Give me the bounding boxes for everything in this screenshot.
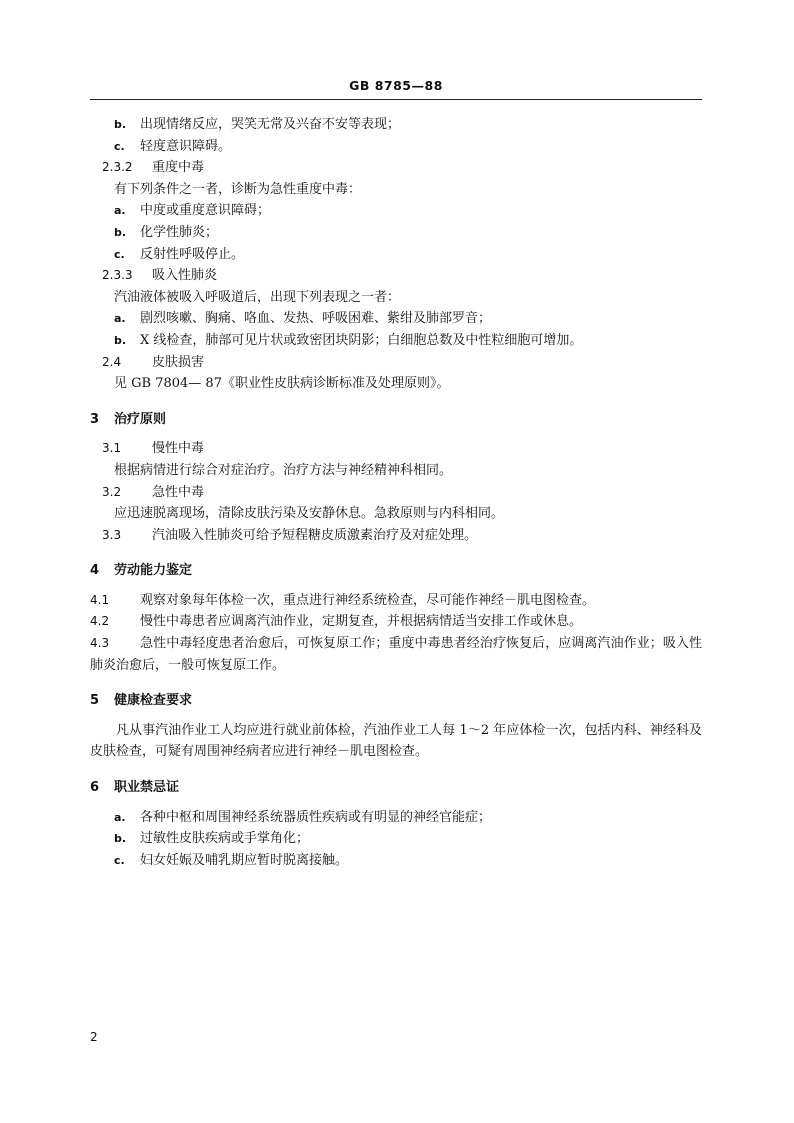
paragraph: 3.3 汽油吸入性肺炎可给予短程糖皮质激素治疗及对症处理。 [102, 527, 478, 543]
list-item: a. 中度或重度意识障碍； [114, 203, 271, 219]
section-heading: 3.1 慢性中毒 [102, 441, 205, 457]
paragraph: 汽油液体被吸入呼吸道后，出现下列表现之一者： [114, 289, 401, 305]
paragraph: 凡从事汽油作业工人均应进行就业前体检，汽油作业工人每 1～2 年应体检一次，包括内科、神经科及皮肤检查，可疑有周围神经病者应进行神经－肌电图检查。 [90, 722, 702, 760]
chapter-heading: 5 健康检查要求 [90, 693, 193, 709]
running-header: GB 8785—88 [349, 78, 443, 93]
list-item: c. 轻度意识障碍。 [114, 138, 232, 154]
page-number: 2 [90, 1030, 98, 1044]
chapter-heading: 6 职业禁忌证 [90, 780, 180, 796]
section-heading: 2.3.2 重度中毒 [102, 160, 205, 176]
chapter-heading: 4 劳动能力鉴定 [90, 563, 193, 579]
list-item: a. 各种中枢和周围神经系统器质性疾病或有明显的神经官能症； [114, 809, 492, 825]
body-text [90, 114, 702, 871]
paragraph: 有下列条件之一者，诊断为急性重度中毒： [114, 181, 362, 197]
section-heading: 2.4 皮肤损害 [102, 354, 205, 370]
paragraph: 应迅速脱离现场，清除皮肤污染及安静休息。急救原则与内科相同。 [114, 506, 505, 522]
paragraph: 根据病情进行综合对症治疗。治疗方法与神经精神科相同。 [114, 462, 453, 478]
paragraph: 4.1 观察对象每年体检一次，重点进行神经系统检查，尽可能作神经－肌电图检查。 [90, 592, 596, 608]
header-rule [90, 99, 702, 100]
paragraph: 见 GB 7804— 87《职业性皮肤病诊断标准及处理原则》。 [114, 376, 450, 392]
list-item: a. 剧烈咳嗽、胸痛、咯血、发热、呼吸困难、紫绀及肺部罗音； [114, 311, 492, 327]
list-item: b. 过敏性皮肤疾病或手掌角化； [114, 831, 310, 847]
list-item: b. 出现情绪反应，哭笑无常及兴奋不安等表现； [114, 117, 401, 132]
list-item: b. 化学性肺炎； [114, 224, 219, 240]
chapter-heading: 3 治疗原则 [90, 411, 167, 427]
paragraph: 4.2 慢性中毒患者应调离汽油作业，定期复查，并根据病情适当安排工作或休息。 [90, 614, 583, 630]
list-item: c. 反射性呼吸停止。 [114, 246, 245, 262]
list-item: c. 妇女妊娠及哺乳期应暂时脱离接触。 [114, 852, 349, 868]
list-item: b. X 线检查，肺部可见片状或致密团块阴影；白细胞总数及中性粒细胞可增加。 [114, 332, 583, 348]
section-heading: 3.2 急性中毒 [102, 484, 205, 500]
section-heading: 2.3.3 吸入性肺炎 [102, 268, 218, 284]
paragraph: 4.3 急性中毒轻度患者治愈后，可恢复原工作；重度中毒患者经治疗恢复后，应调离汽油作业；吸入性肺炎治愈后，一般可恢复原工作。 [90, 636, 702, 673]
